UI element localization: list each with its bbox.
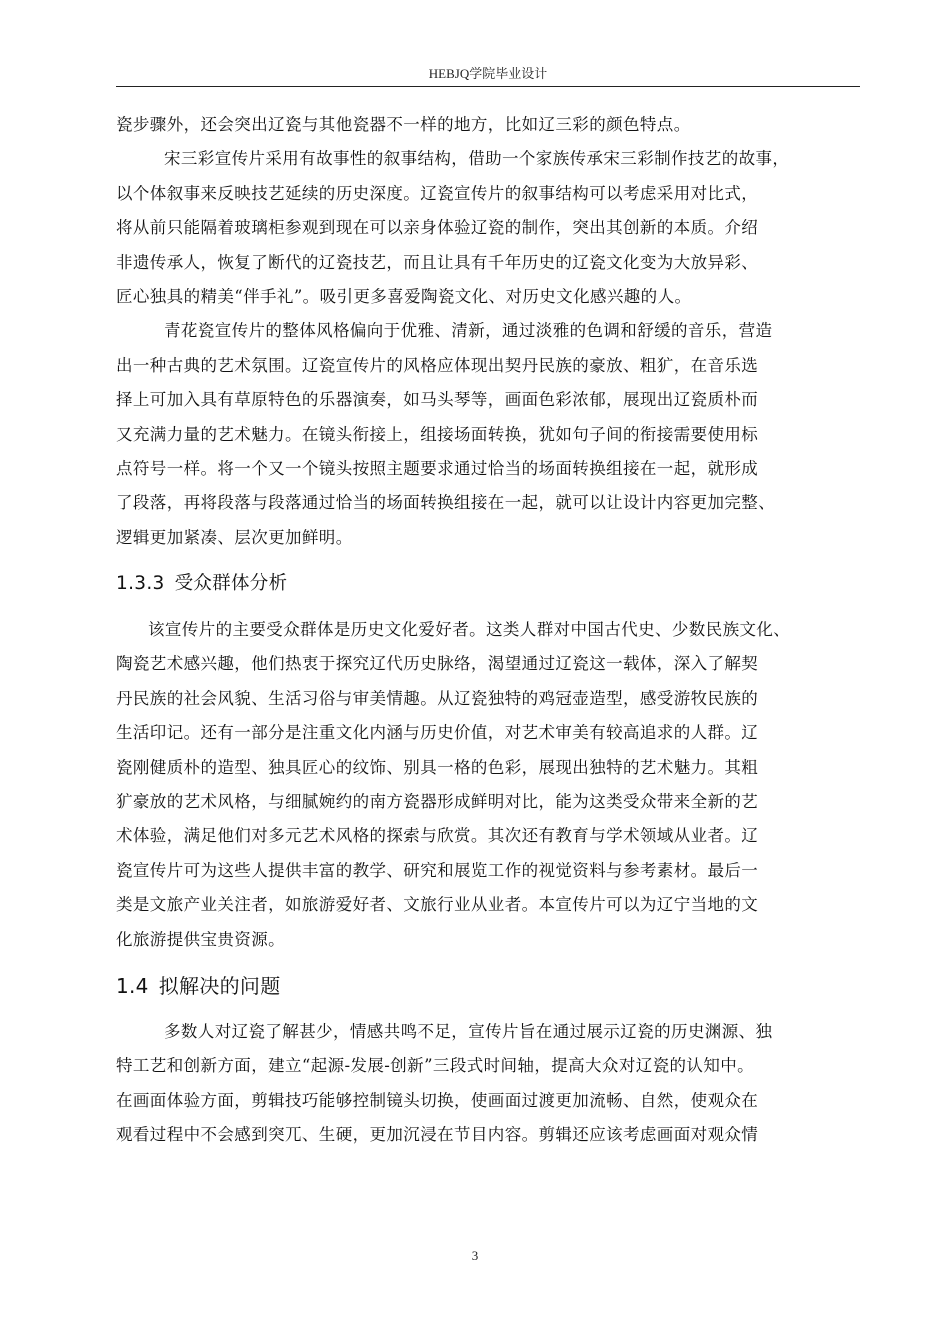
page-header: HEBJQ学院毕业设计: [116, 64, 860, 87]
section-heading-1-3-3: [116, 559, 876, 609]
paragraph: [116, 1015, 876, 1153]
section-number: 1.4: [116, 973, 149, 998]
text-line: 多数人对辽瓷了解甚少，情感共鸣不足，宣传片旨在通过展示辽瓷的历史渊源、独: [164, 1021, 773, 1041]
section-title: 受众群体分析: [174, 573, 288, 595]
text-line: 了段落，再将段落与段落通过恰当的场面转换组接在一起，就可以让设计内容更加完整、: [116, 493, 776, 513]
text-line: 在画面体验方面，剪辑技巧能够控制镜头切换，使画面过渡更加流畅、自然，使观众在: [116, 1090, 759, 1110]
text-line: 犷豪放的艺术风格，与细腻婉约的南方瓷器形成鲜明对比，能为这类受众带来全新的艺: [116, 792, 759, 812]
text-line: 类是文旅产业关注者，如旅游爱好者、文旅行业从业者。本宣传片可以为辽宁当地的文: [116, 895, 759, 915]
text-line: 瓷刚健质朴的造型、独具匠心的纹饰、别具一格的色彩，展现出独特的艺术魅力。其粗: [116, 757, 759, 777]
text-line: 出一种古典的艺术氛围。辽瓷宣传片的风格应体现出契丹民族的豪放、粗犷，在音乐选: [116, 355, 759, 375]
paragraph-group-1: [116, 108, 876, 555]
section-number: 1.3.3: [116, 573, 165, 595]
text-line: 非遗传承人，恢复了断代的辽瓷技艺，而且让具有千年历史的辽瓷文化变为大放异彩、: [116, 252, 759, 272]
section-title: 拟解决的问题: [158, 973, 281, 998]
text-line: 陶瓷艺术感兴趣，他们热衷于探究辽代历史脉络，渴望通过辽瓷这一载体，深入了解契: [116, 654, 759, 674]
text-line: 匠心独具的精美“伴手礼”。吸引更多喜爱陶瓷文化、对历史文化感兴趣的人。: [116, 286, 692, 306]
text-line: 丹民族的社会风貌、生活习俗与审美情趣。从辽瓷独特的鸡冠壶造型，感受游牧民族的: [116, 688, 759, 708]
text-line: 瓷步骤外，还会突出辽瓷与其他瓷器不一样的地方，比如辽三彩的颜色特点。: [116, 115, 691, 134]
text-line: 宋三彩宣传片采用有故事性的叙事结构，借助一个家族传承宋三彩制作技艺的故事，: [164, 149, 790, 169]
text-line: 生活印记。还有一部分是注重文化内涵与历史价值，对艺术审美有较高追求的人群。辽: [116, 723, 759, 743]
text-line: 择上可加入具有草原特色的乐器演奏，如马头琴等，画面色彩浓郁，展现出辽瓷质朴而: [116, 390, 759, 410]
paragraph-group-2: [116, 613, 876, 957]
text-line: 特工艺和创新方面，建立“起源-发展-创新”三段式时间轴，提高大众对辽瓷的认知中。: [116, 1056, 755, 1076]
paragraph: [116, 613, 876, 957]
text-line: 观看过程中不会感到突兀、生硬，更加沉浸在节目内容。剪辑还应该考虑画面对观众情: [116, 1125, 759, 1145]
text-line: 化旅游提供宝贵资源。: [116, 929, 285, 949]
paragraph-group-3: [116, 1015, 876, 1153]
text-line: 术体验，满足他们对多元艺术风格的探索与欣赏。其次还有教育与学术领域从业者。辽: [116, 826, 759, 846]
text-line: 将从前只能隔着玻璃柜参观到现在可以亲身体验辽瓷的制作，突出其创新的本质。介绍: [116, 218, 759, 238]
text-line: 瓷宣传片可为这些人提供丰富的教学、研究和展览工作的视觉资料与参考素材。最后一: [116, 860, 759, 880]
text-line: 逻辑更加紧凑、层次更加鲜明。: [116, 527, 353, 547]
paragraph: [116, 314, 876, 555]
paragraph: [116, 142, 876, 314]
text-line: 该宣传片的主要受众群体是历史文化爱好者。这类人群对中国古代史、少数民族文化、: [148, 620, 791, 640]
text-line: 青花瓷宣传片的整体风格偏向于优雅、清新，通过淡雅的色调和舒缓的音乐，营造: [164, 321, 773, 341]
text-line: 又充满力量的艺术魅力。在镜头衔接上，组接场面转换，犹如句子间的衔接需要使用标: [116, 424, 759, 444]
text-line: 点符号一样。将一个又一个镜头按照主题要求通过恰当的场面转换组接在一起，就形成: [116, 458, 759, 478]
section-heading-1-4: [116, 961, 876, 1011]
page-number: 3: [471, 1248, 479, 1263]
paragraph: [116, 108, 876, 142]
text-line: 以个体叙事来反映技艺延续的历史深度。辽瓷宣传片的叙事结构可以考虑采用对比式，: [116, 183, 759, 203]
page-body: [116, 108, 876, 1153]
